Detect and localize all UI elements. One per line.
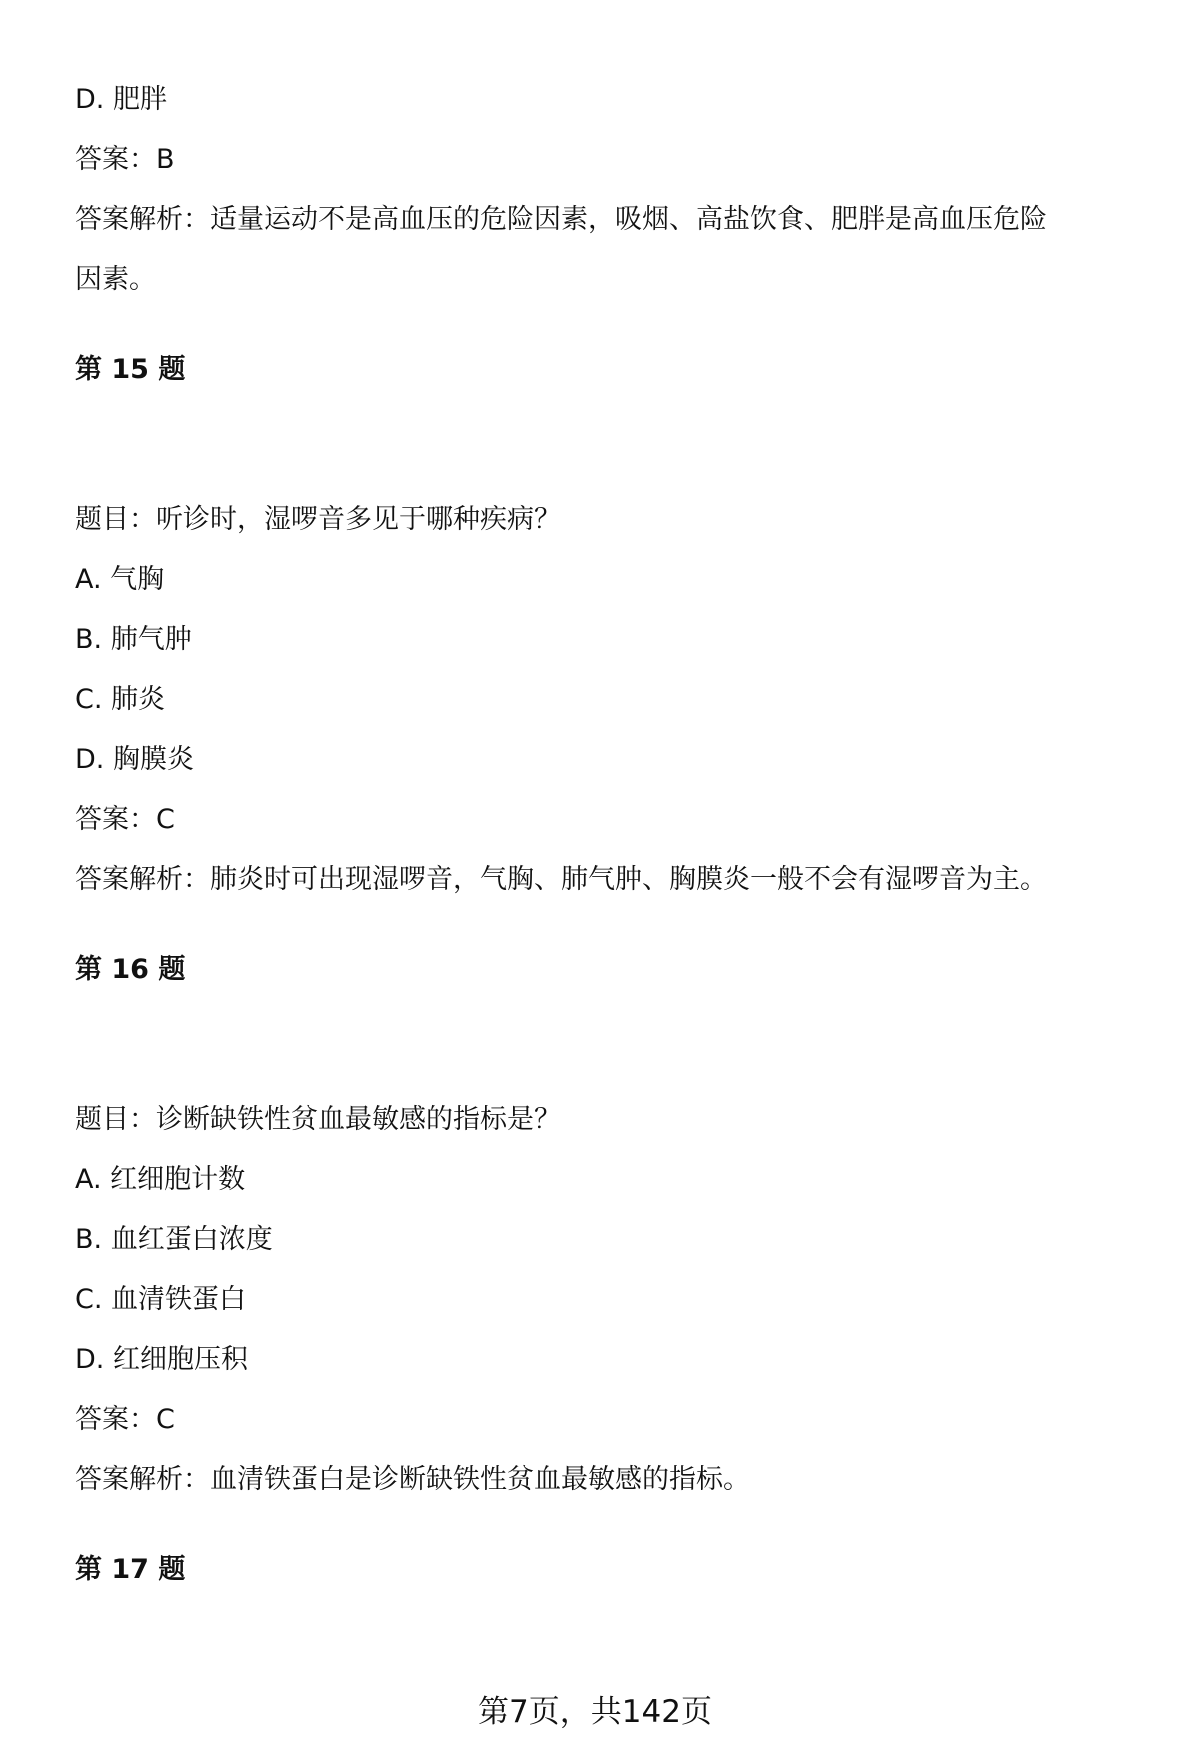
q16-option-b: B. 血红蛋白浓度: [75, 1224, 273, 1255]
page-number-footer: 第7页，共142页: [478, 1694, 712, 1730]
q15-option-a: A. 气胸: [75, 564, 165, 595]
q16-option-a: A. 红细胞计数: [75, 1164, 246, 1195]
q16-option-c: C. 血清铁蛋白: [75, 1284, 247, 1315]
q17-heading: 第 17 题: [75, 1554, 186, 1585]
q14-explanation-line2: 因素。: [75, 264, 156, 295]
q16-explanation: 答案解析：血清铁蛋白是诊断缺铁性贫血最敏感的指标。: [75, 1464, 750, 1495]
q15-option-d: D. 胸膜炎: [75, 744, 194, 775]
q14-explanation-line1: 答案解析：适量运动不是高血压的危险因素，吸烟、高盐饮食、肥胖是高血压危险: [75, 204, 1047, 235]
q15-question: 题目：听诊时，湿啰音多见于哪种疾病？: [75, 504, 561, 535]
q15-option-b: B. 肺气肿: [75, 624, 192, 655]
q15-answer: 答案：C: [75, 804, 175, 835]
q15-heading: 第 15 题: [75, 354, 186, 385]
q16-answer: 答案：C: [75, 1404, 175, 1435]
q14-answer: 答案：B: [75, 144, 175, 175]
q16-option-d: D. 红细胞压积: [75, 1344, 248, 1375]
q14-option-d: D. 肥胖: [75, 84, 167, 115]
q15-explanation: 答案解析：肺炎时可出现湿啰音，气胸、肺气肿、胸膜炎一般不会有湿啰音为主。: [75, 864, 1047, 895]
q16-question: 题目：诊断缺铁性贫血最敏感的指标是？: [75, 1104, 561, 1135]
q15-option-c: C. 肺炎: [75, 684, 166, 715]
q16-heading: 第 16 题: [75, 954, 186, 985]
